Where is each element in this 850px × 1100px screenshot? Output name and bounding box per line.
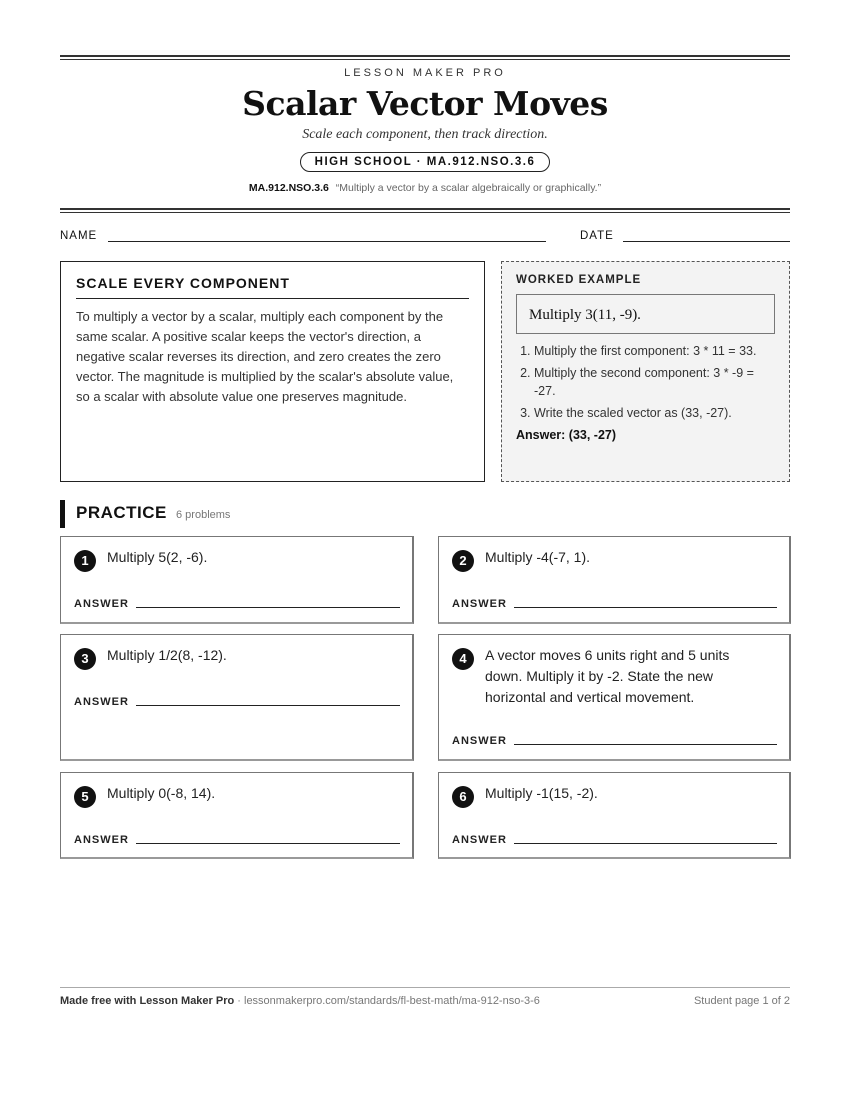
standard-line (60, 182, 790, 194)
problem-number: 3 (74, 648, 96, 670)
problem-text: Multiply -4(-7, 1). (485, 549, 591, 565)
concept-body: To multiply a vector by a scalar, multiply each component by the same scalar. A positive scalar keeps the vector's direction, a negative scalar reverses its direction, and zero creates the zero vector. The magnitude is multiplied by the scalar's absolute value, so a scalar with absolute value one preserves magnitude. (76, 309, 454, 404)
answer-label: ANSWER (452, 735, 507, 747)
footer-url[interactable]: · lessonmakerpro.com/standards/fl-best-math/ma-912-nso-3-6 (234, 995, 540, 1007)
practice-accent-bar (60, 500, 65, 528)
footer-rule (60, 987, 790, 988)
problem-card-4 (438, 634, 791, 761)
problem-card-2 (438, 536, 791, 624)
date-field[interactable] (623, 241, 790, 242)
standard-text: “Multiply a vector by a scalar algebraically or graphically.” (335, 182, 602, 194)
concept-heading: SCALE EVERY COMPONENT (76, 275, 469, 299)
problem-card-1 (60, 536, 414, 624)
practice-count: 6 problems (176, 509, 231, 521)
example-step: 3. Write the scaled vector as (33, -27). (534, 404, 775, 422)
problem-number: 6 (452, 786, 474, 808)
date-label: DATE (580, 230, 614, 242)
page-subtitle: Scale each component, then track direction. (302, 127, 548, 142)
concept-box (60, 261, 485, 482)
answer-label: ANSWER (74, 834, 129, 846)
brand-name: LESSON MAKER PRO (344, 67, 506, 79)
example-answer: Answer: (33, -27) (516, 428, 617, 442)
practice-title: PRACTICE (76, 503, 167, 522)
answer-field-2[interactable] (514, 607, 777, 608)
footer-made-with: Made free with Lesson Maker Pro (60, 995, 235, 1007)
example-heading: WORKED EXAMPLE (516, 274, 642, 286)
answer-field-3[interactable] (136, 705, 400, 706)
problem-text: Multiply -1(15, -2). (485, 785, 598, 801)
answer-field-1[interactable] (136, 607, 400, 608)
answer-field-5[interactable] (136, 843, 400, 844)
problem-number: 2 (452, 550, 474, 572)
problem-card-5 (60, 772, 414, 859)
footer-page-number: Student page 1 of 2 (693, 995, 790, 1007)
example-steps (516, 342, 775, 422)
name-label: NAME (60, 230, 98, 242)
example-problem: Multiply 3(11, -9). (516, 294, 775, 334)
answer-label: ANSWER (452, 834, 507, 846)
worksheet-page (60, 0, 790, 1100)
answer-field-4[interactable] (514, 744, 777, 745)
problem-text: Multiply 5(2, -6). (107, 549, 208, 565)
problem-text: A vector moves 6 units right and 5 units down. Multiply it by -2. State the new horizontal and vertical movement. (485, 647, 730, 705)
badge-wrap (60, 152, 790, 172)
problem-card-6 (438, 772, 791, 859)
grade-standard-badge: HIGH SCHOOL · MA.912.NSO.3.6 (300, 152, 551, 172)
example-step: 1. Multiply the first component: 3 * 11 = 33. (534, 342, 775, 360)
answer-label: ANSWER (452, 598, 507, 610)
answer-field-6[interactable] (514, 843, 777, 844)
problem-number: 4 (452, 648, 474, 670)
standard-code: MA.912.NSO.3.6 (248, 182, 329, 194)
problem-number: 5 (74, 786, 96, 808)
answer-label: ANSWER (74, 696, 129, 708)
problem-text: Multiply 1/2(8, -12). (107, 647, 227, 663)
problem-card-3 (60, 634, 414, 761)
problem-text: Multiply 0(-8, 14). (107, 785, 216, 801)
header-top-rule (60, 55, 790, 60)
footer-credit (60, 995, 540, 1007)
header-bottom-rule (60, 208, 790, 213)
name-field[interactable] (108, 241, 546, 242)
answer-label: ANSWER (74, 598, 129, 610)
page-title: Scalar Vector Moves (242, 84, 608, 123)
problem-number: 1 (74, 550, 96, 572)
example-step: 2. Multiply the second component: 3 * -9 = -27. (534, 364, 775, 400)
worked-example-box (501, 261, 790, 482)
